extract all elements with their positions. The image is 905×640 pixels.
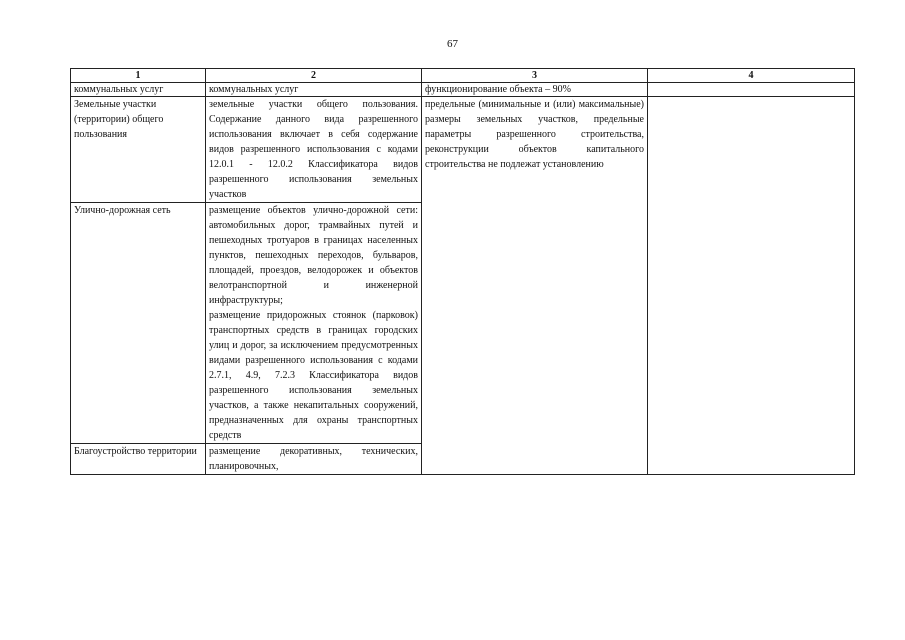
column-header: 2 — [206, 69, 422, 83]
land-use-table — [70, 68, 855, 475]
use-type-description: размещение декоративных, технических, планировочных, — [206, 444, 422, 475]
column-header: 1 — [71, 69, 206, 83]
use-type-name: Улично-дорожная сеть — [71, 203, 206, 444]
table-cell-empty — [648, 97, 855, 475]
table-cell — [648, 83, 855, 97]
table-cell: коммунальных услуг — [206, 83, 422, 97]
use-type-description: земельные участки общего пользования. Содержание данного вида разрешенного использования включает в себя содержание видов разрешенного использования с кодами 12.0.1 - 12.0.2 Классификатора видов разрешенного использования земельных участков — [206, 97, 422, 203]
use-type-description: размещение объектов улично-дорожной сети: автомобильных дорог, трамвайных путей и пешеходных тротуаров в границах населенных пунктов, пешеходных переходов, бульваров, площадей, проездов, велодорожек и объектов велотранспортной и инженерной инфраструктуры; размещение придорожных стоянок (парковок) транспортных средств в границах городских улиц и дорог, за исключением предусмотренных видами разрешенного использования с кодами 2.7.1, 4.9, 7.2.3 Классификатора видов разрешенного использования земельных участков, а также некапитальных сооружений, предназначенных для охраны транспортных средств — [206, 203, 422, 444]
table-row-continuation — [71, 83, 855, 97]
table-cell: коммунальных услуг — [71, 83, 206, 97]
use-type-parameters: предельные (минимальные и (или) максимальные) размеры земельных участков, предельные параметры разрешенного строительства, реконструкции объектов капитального строительства не подлежат установлению — [422, 97, 648, 475]
column-header: 4 — [648, 69, 855, 83]
table-cell: функционирование объекта – 90% — [422, 83, 648, 97]
table-row — [71, 97, 855, 203]
use-type-name: Благоустройство территории — [71, 444, 206, 475]
use-type-name: Земельные участки (территории) общего пользования — [71, 97, 206, 203]
column-header: 3 — [422, 69, 648, 83]
page-number: 67 — [447, 38, 458, 50]
table-header-row — [71, 69, 855, 83]
